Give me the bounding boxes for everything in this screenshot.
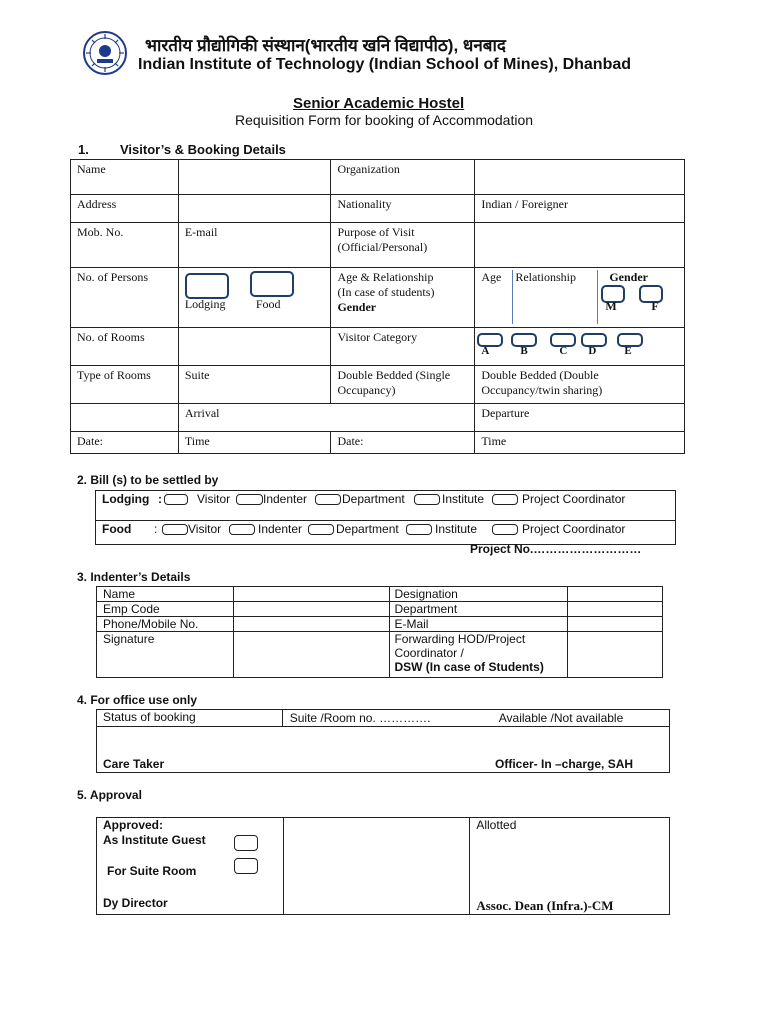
hostel-title: Senior Academic Hostel: [293, 95, 465, 112]
nationality-field[interactable]: Indian / Foreigner: [475, 195, 685, 223]
iit-ism-logo: [82, 30, 128, 76]
purpose-field[interactable]: [475, 223, 685, 268]
lodging-indenter-label: Indenter: [263, 492, 308, 506]
section1-heading: Visitor’s & Booking Details: [120, 142, 286, 157]
persons-field: [178, 268, 331, 328]
emp-code-field[interactable]: [233, 602, 390, 617]
food-checkbox[interactable]: [250, 271, 294, 297]
section3-heading: 3. Indenter’s Details: [77, 570, 191, 584]
purpose-label: Purpose of Visit (Official/Personal): [331, 223, 475, 268]
organization-field[interactable]: [475, 160, 685, 195]
signature-label: Signature: [97, 632, 234, 678]
indenter-details-table: [96, 586, 663, 678]
lodging-visitor-checkbox[interactable]: [164, 494, 188, 505]
category-c-label: C: [559, 345, 568, 357]
no-of-rooms-field[interactable]: [178, 328, 331, 366]
food-project-coordinator-label: Project Coordinator: [522, 522, 626, 536]
english-title: Indian Institute of Technology (Indian School of Mines), Dhanbad: [138, 56, 632, 73]
food-label: Food: [255, 297, 281, 311]
type-of-rooms-label: Type of Rooms: [71, 366, 179, 404]
gender-label: Gender: [609, 270, 649, 284]
lodging-indenter-checkbox[interactable]: [236, 494, 263, 505]
bill-lodging-row: [96, 491, 676, 521]
lodging-project-coordinator-label: Project Coordinator: [522, 492, 626, 506]
nationality-label: Nationality: [331, 195, 475, 223]
office-signature-row: [97, 727, 670, 773]
emp-code-label: Emp Code: [97, 602, 234, 617]
lodging-department-label: Department: [342, 492, 405, 506]
indenter-email-label: E-Mail: [390, 617, 568, 632]
phone-field[interactable]: [233, 617, 390, 632]
food-department-label: Department: [336, 522, 399, 536]
bill-food-row: [96, 521, 676, 545]
lodging-label: Lodging: [184, 297, 226, 311]
gender-m-label: M: [605, 299, 617, 313]
suite-room-approval-label: For Suite Room: [107, 864, 197, 878]
departure-time-field[interactable]: Time: [475, 432, 685, 454]
address-label: Address: [71, 195, 179, 223]
office-use-table: [96, 709, 670, 773]
arrival-departure-blank: [71, 404, 179, 432]
approval-cell: [97, 818, 284, 915]
suite-room-availability: [282, 710, 669, 727]
food-project-coordinator-checkbox[interactable]: [492, 524, 518, 535]
section4-heading: 4. For office use only: [77, 693, 198, 707]
food-institute-checkbox[interactable]: [406, 524, 432, 535]
indenter-name-field[interactable]: [233, 587, 390, 602]
department-label: Department: [390, 602, 568, 617]
approved-label: Approved:: [103, 818, 163, 832]
bill-lodging-colon: :: [158, 492, 162, 506]
allotted-cell: [470, 818, 670, 915]
section1-number: 1.: [78, 142, 89, 157]
phone-label: Phone/Mobile No.: [97, 617, 234, 632]
visitor-booking-table: [70, 159, 685, 454]
institute-guest-checkbox[interactable]: [234, 835, 258, 851]
address-field[interactable]: [178, 195, 331, 223]
bill-lodging-label: Lodging: [102, 492, 150, 506]
food-visitor-label: Visitor: [188, 522, 222, 536]
indenter-email-field[interactable]: [568, 617, 663, 632]
no-of-rooms-label: No. of Rooms: [71, 328, 179, 366]
designation-label: Designation: [390, 587, 568, 602]
visitor-category-field: [475, 328, 685, 366]
age-relationship-label: Age & Relationship (In case of students) Gender: [331, 268, 475, 328]
name-label: Name: [71, 160, 179, 195]
no-of-persons-label: No. of Persons: [71, 268, 179, 328]
project-no: Project No.………………………: [470, 542, 642, 556]
lodging-visitor-label: Visitor: [197, 492, 231, 506]
age-label: Age: [481, 270, 502, 284]
bill-food-label: Food: [102, 522, 132, 536]
arrival-time-field[interactable]: Time: [178, 432, 331, 454]
category-a-label: A: [481, 345, 490, 357]
food-department-checkbox[interactable]: [308, 524, 334, 535]
suite-room-no-label: Suite /Room no. ………….: [289, 711, 431, 725]
lodging-checkbox[interactable]: [185, 273, 229, 299]
lodging-institute-label: Institute: [442, 492, 485, 506]
relationship-divider: [597, 270, 598, 324]
suite-room-checkbox[interactable]: [234, 858, 258, 874]
dy-director-label: Dy Director: [103, 896, 168, 910]
age-relationship-field: [475, 268, 685, 328]
visitor-category-label: Visitor Category: [331, 328, 475, 366]
double-single-option[interactable]: Double Bedded (Single Occupancy): [331, 366, 475, 404]
departure-date-field[interactable]: Date:: [331, 432, 475, 454]
allotted-label: Allotted: [476, 818, 517, 832]
care-taker-label: Care Taker: [103, 757, 165, 771]
arrival-date-field[interactable]: Date:: [71, 432, 179, 454]
section5-heading: 5. Approval: [77, 788, 142, 802]
mob-no-label: Mob. No.: [71, 223, 179, 268]
name-field[interactable]: [178, 160, 331, 195]
form-title: Requisition Form for booking of Accommodation: [235, 112, 534, 128]
double-double-option[interactable]: Double Bedded (Double Occupancy/twin sharing): [475, 366, 685, 404]
arrival-label: Arrival: [178, 404, 475, 432]
lodging-institute-checkbox[interactable]: [414, 494, 440, 505]
suite-option[interactable]: Suite: [178, 366, 331, 404]
designation-field[interactable]: [568, 587, 663, 602]
food-visitor-checkbox[interactable]: [162, 524, 188, 535]
forwarding-field[interactable]: [568, 632, 663, 678]
food-indenter-checkbox[interactable]: [229, 524, 255, 535]
organization-label: Organization: [331, 160, 475, 195]
bill-food-colon: :: [154, 522, 158, 536]
food-indenter-label: Indenter: [258, 522, 303, 536]
indenter-name-label: Name: [97, 587, 234, 602]
hindi-title: भारतीय प्रौद्योगिकी संस्थान(भारतीय खनि विद्यापीठ), धनबाद: [145, 36, 506, 55]
department-field[interactable]: [568, 602, 663, 617]
approval-table: [96, 817, 670, 915]
forwarding-label: Forwarding HOD/Project Coordinator / DSW (In case of Students): [390, 632, 568, 678]
lodging-project-coordinator-checkbox[interactable]: [492, 494, 518, 505]
email-field[interactable]: E-mail: [178, 223, 331, 268]
approval-blank-cell[interactable]: [283, 818, 470, 915]
relationship-label: Relationship: [515, 270, 577, 284]
signature-field[interactable]: [233, 632, 390, 678]
food-institute-label: Institute: [435, 522, 478, 536]
age-divider: [512, 270, 513, 324]
category-e-label: E: [624, 345, 632, 357]
officer-in-charge-label: Officer- In –charge, SAH: [495, 757, 634, 771]
assoc-dean-label: Assoc. Dean (Infra.)-CM: [476, 898, 614, 913]
departure-label: Departure: [475, 404, 685, 432]
lodging-department-checkbox[interactable]: [315, 494, 341, 505]
gender-f-label: F: [651, 299, 659, 313]
section2-heading: 2. Bill (s) to be settled by: [77, 473, 219, 487]
category-d-label: D: [588, 345, 597, 357]
institute-guest-label: As Institute Guest: [103, 833, 206, 847]
availability-label: Available /Not available: [498, 711, 624, 725]
bill-settlement-table: [95, 490, 676, 545]
category-b-label: B: [520, 345, 528, 357]
status-of-booking-label: Status of booking: [97, 710, 283, 727]
